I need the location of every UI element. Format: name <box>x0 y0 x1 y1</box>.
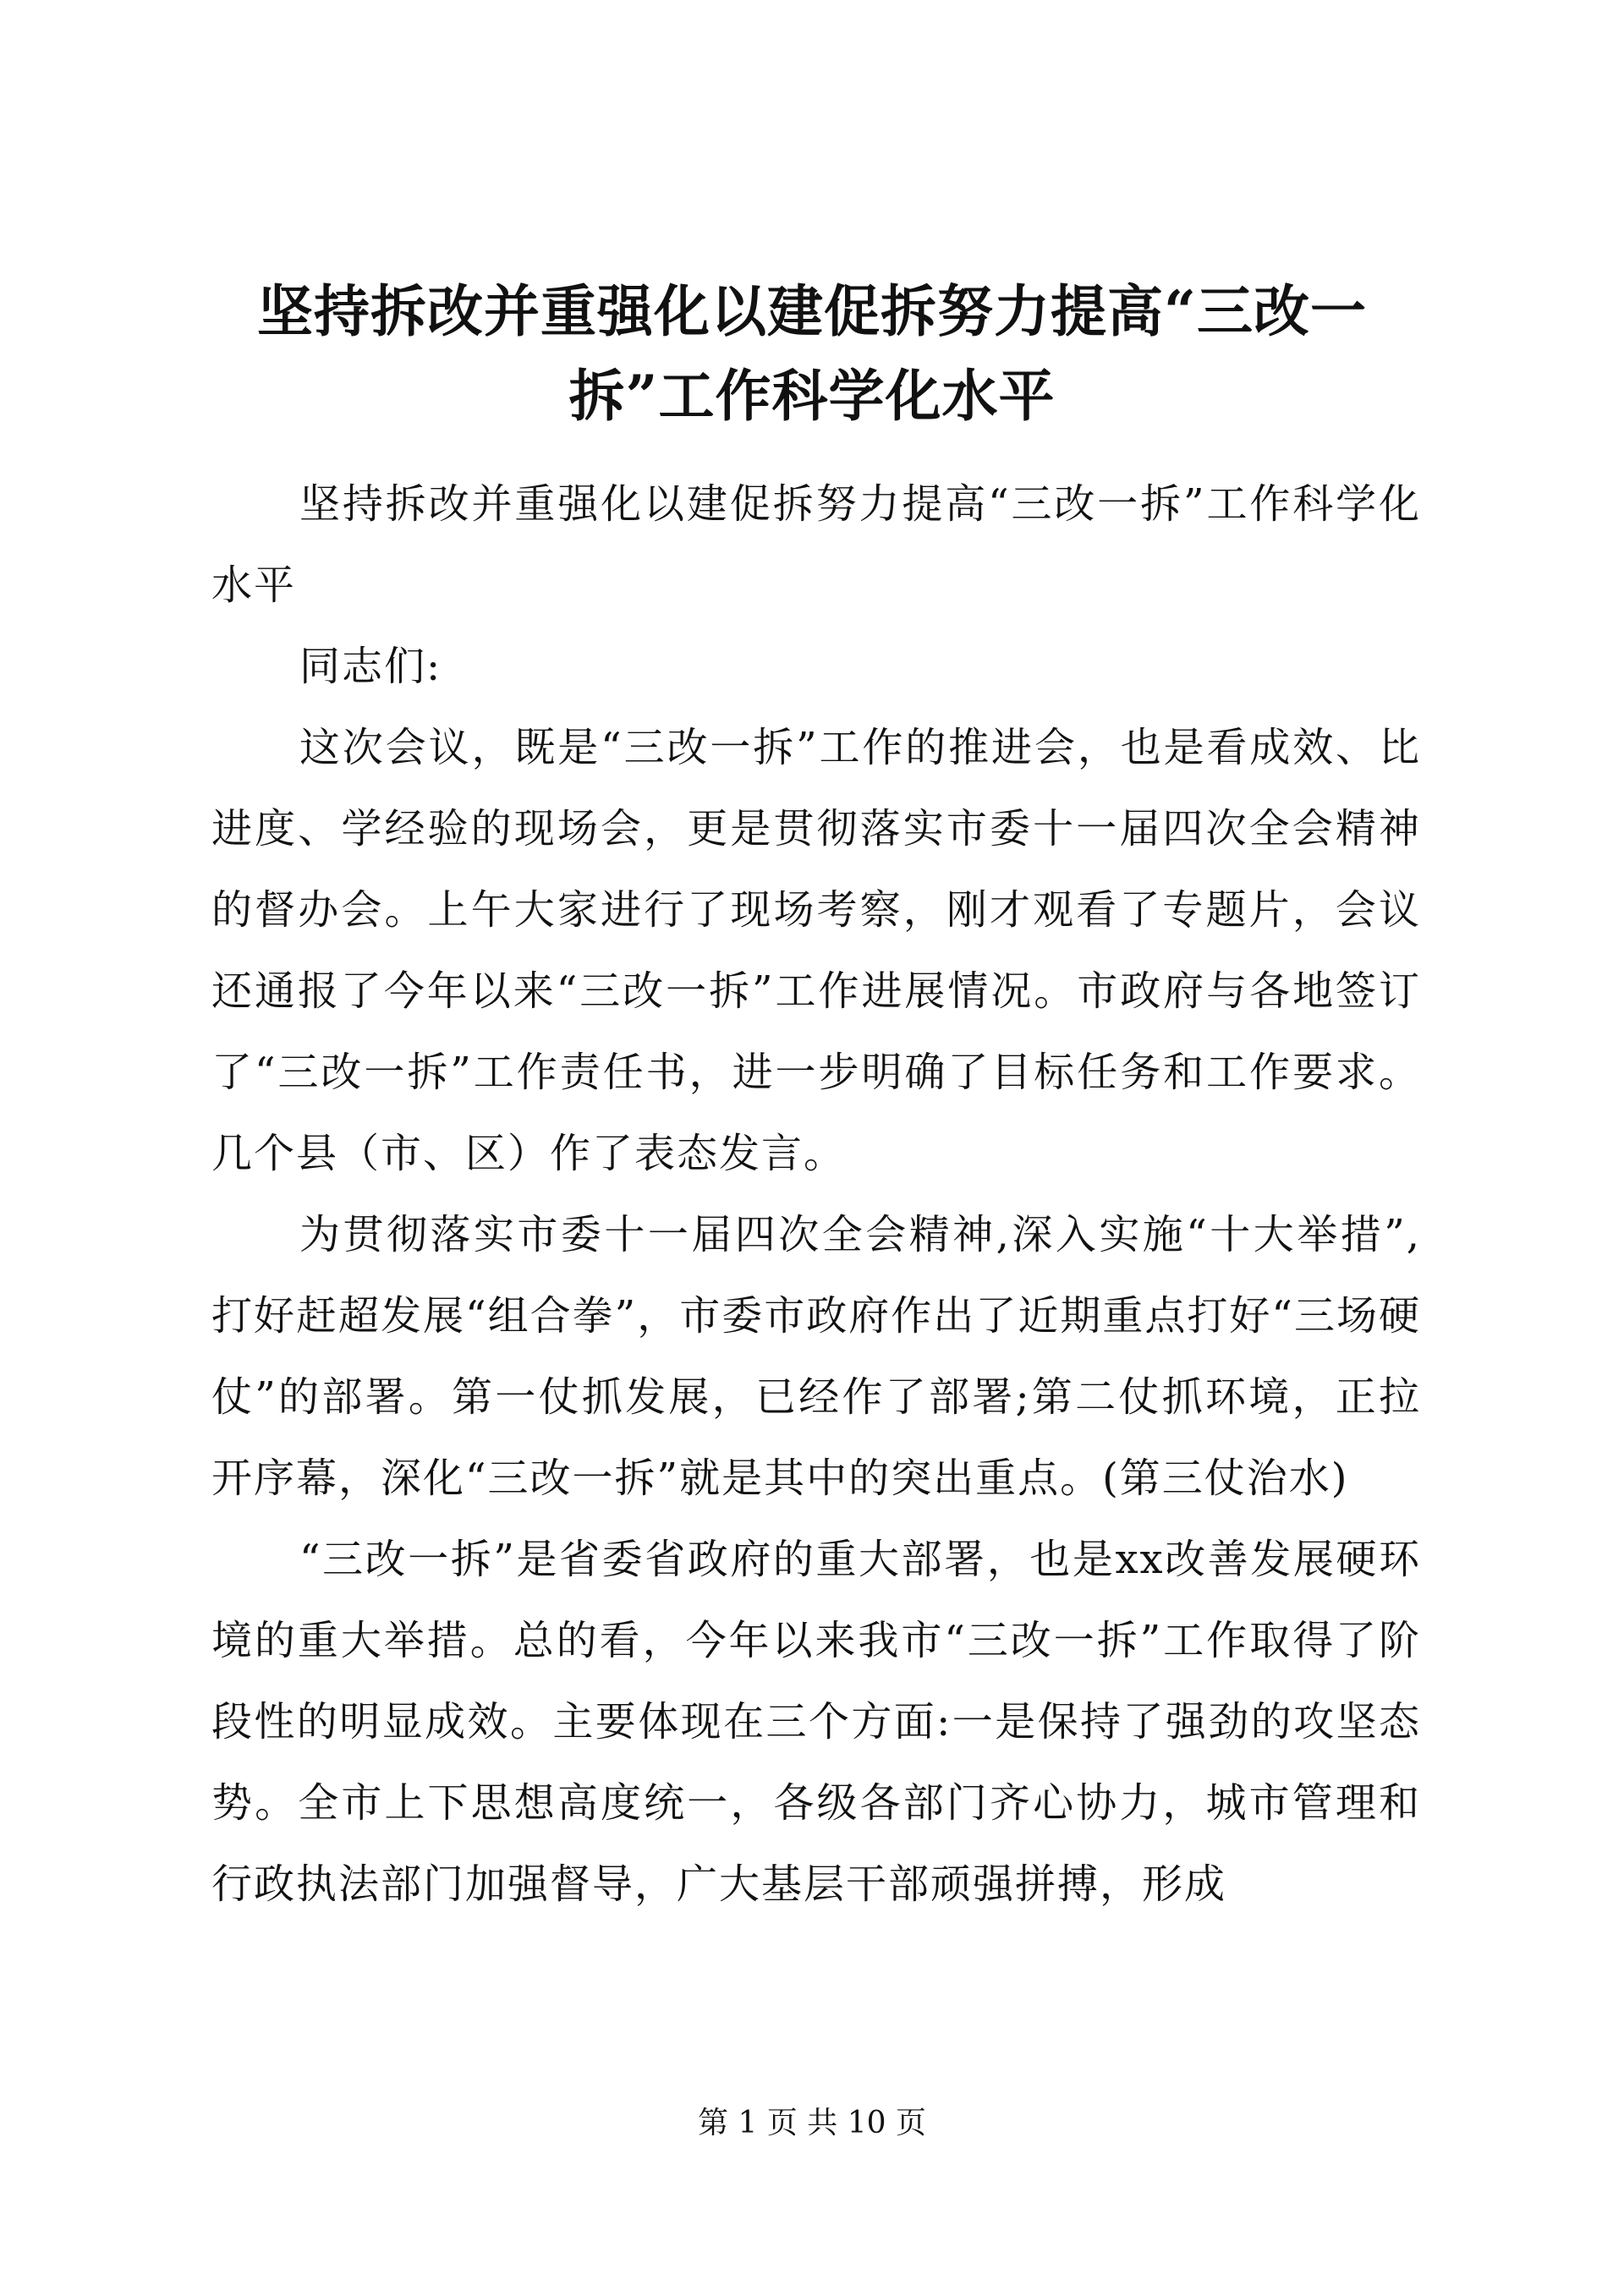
paragraph-subtitle: 坚持拆改并重强化以建促拆努力提高“三改一拆”工作科学化水平 <box>211 480 1421 609</box>
document-title: 坚持拆改并重强化以建促拆努力提高“三改一拆”工作科学化水平 <box>257 278 1367 429</box>
paragraph-deployment: 为贯彻落实市委十一届四次全会精神,深入实施“十大举措”,打好赶超发展“组合拳”，市委市政府作出了近期重点打好“三场硬仗”的部署。第一仗抓发展，已经作了部署;第二仗抓环境，正拉开序幕，深化“三改一拆”就是其中的突出重点。(第三仗治水) <box>211 1211 1421 1502</box>
page-footer: 第 1 页 共 10 页 <box>698 2106 926 2140</box>
paragraph-achievements: “三改一拆”是省委省政府的重大部署，也是xx改善发展硬环境的重大举措。总的看，今年以来我市“三改一拆”工作取得了阶段性的明显成效。主要体现在三个方面:一是保持了强劲的攻坚态势。全市上下思想高度统一，各级各部门齐心协力，城市管理和行政执法部门加强督导，广大基层干部顽强拼搏，形成 <box>211 1536 1421 1908</box>
document-body <box>211 463 1421 1925</box>
paragraph-meeting-intro: 这次会议，既是“三改一拆”工作的推进会，也是看成效、比进度、学经验的现场会，更是贯彻落实市委十一届四次全会精神的督办会。上午大家进行了现场考察，刚才观看了专题片，会议还通报了今年以来“三改一拆”工作进展情况。市政府与各地签订了“三改一拆”工作责任书，进一步明确了目标任务和工作要求。几个县（市、区）作了表态发言。 <box>211 724 1421 1177</box>
paragraph-salutation: 同志们: <box>299 643 442 690</box>
